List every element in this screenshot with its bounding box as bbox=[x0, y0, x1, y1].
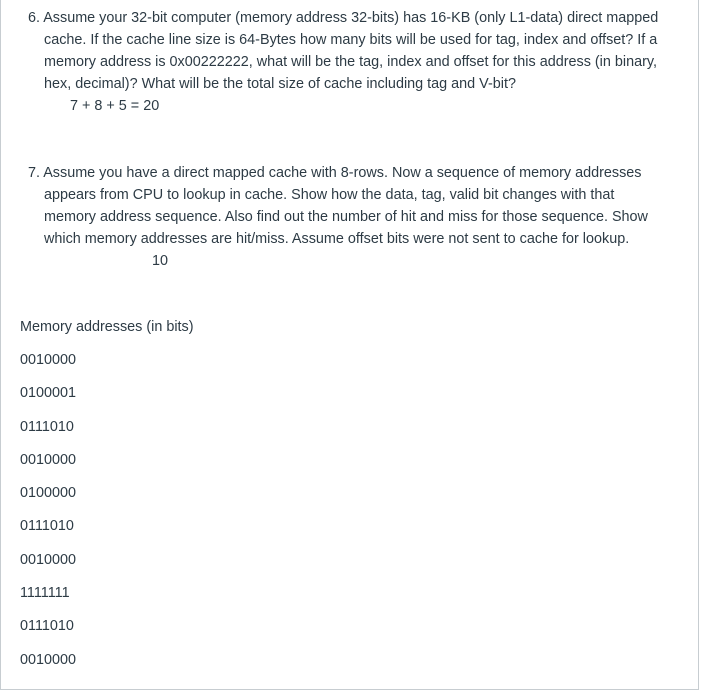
memory-address-item: 0100001 bbox=[20, 385, 77, 402]
question-6 bbox=[28, 7, 688, 95]
memory-address-item: 0010000 bbox=[20, 651, 77, 668]
memory-address-item: 1111111 bbox=[20, 585, 70, 602]
question-6-answer: 7 + 8 + 5 = 20 bbox=[70, 98, 160, 114]
memory-address-item: 0111010 bbox=[20, 518, 74, 535]
memory-address-item: 0111010 bbox=[20, 618, 74, 635]
question-6-line-2: cache. If the cache line size is 64-Bytes how many bits will be used for tag, index and offset? If a bbox=[44, 32, 658, 48]
memory-address-list bbox=[20, 349, 76, 682]
question-7-line-2: appears from CPU to lookup in cache. Show how the data, tag, valid bit changes with that bbox=[44, 187, 615, 203]
question-7-line-3: memory address sequence. Also find out the number of hit and miss for those sequence. Show bbox=[44, 209, 648, 225]
question-6-line-3: memory address is 0x00222222, what will be the tag, index and offset for this address (in binary, bbox=[44, 54, 657, 70]
question-6-line-4: hex, decimal)? What will be the total size of cache including tag and V-bit? bbox=[44, 76, 516, 92]
memory-address-item: 0010000 bbox=[20, 451, 77, 468]
memory-address-item: 0111010 bbox=[20, 418, 74, 435]
question-7-line-1: 7. Assume you have a direct mapped cache with 8-rows. Now a sequence of memory addresses bbox=[28, 165, 642, 181]
memory-addresses-title: Memory addresses (in bits) bbox=[20, 319, 194, 335]
question-7-line-4: which memory addresses are hit/miss. Assume offset bits were not sent to cache for lookup. bbox=[44, 231, 630, 247]
memory-address-item: 0010000 bbox=[20, 352, 77, 368]
question-6-line-1: 6. Assume your 32-bit computer (memory address 32-bits) has 16-KB (only L1-data) direct mapped bbox=[28, 10, 659, 26]
memory-address-item: 0010000 bbox=[20, 551, 77, 568]
question-7-answer: 10 bbox=[152, 253, 169, 269]
memory-address-item: 0100000 bbox=[20, 485, 77, 502]
question-7 bbox=[28, 162, 688, 250]
